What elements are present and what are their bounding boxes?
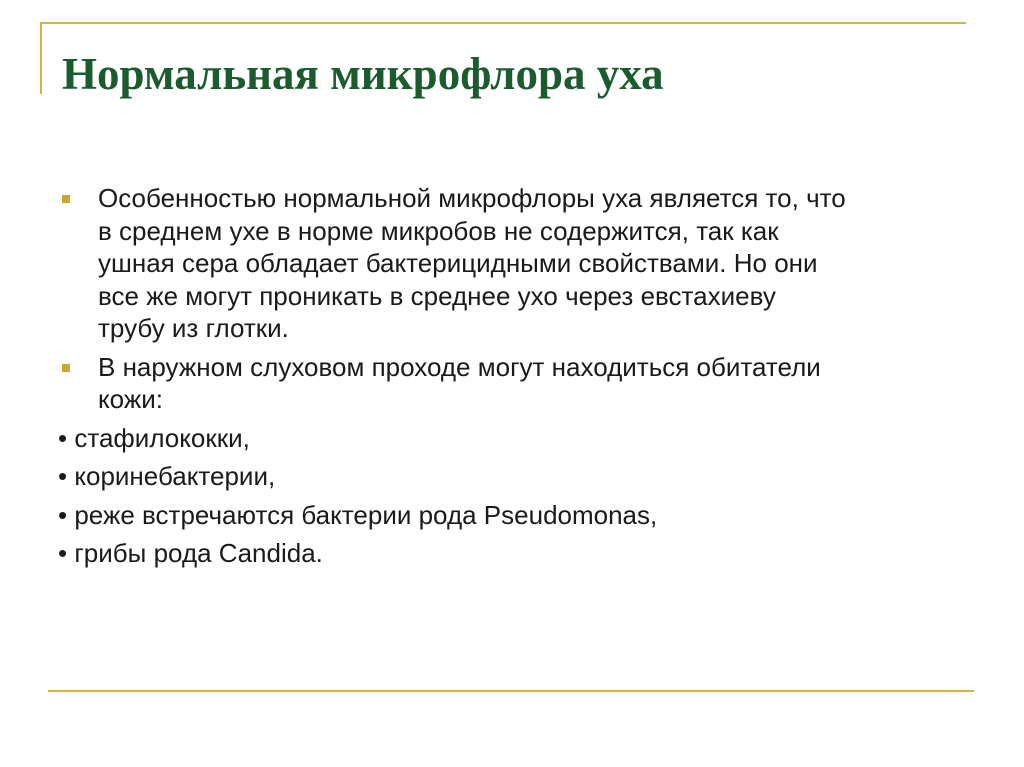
slide-content xyxy=(58,182,978,570)
square-bullet-icon xyxy=(62,195,70,203)
sub-list-item: • грибы рода Candida. xyxy=(58,538,323,568)
top-rule xyxy=(40,22,966,24)
bullet-line: в среднем ухе в норме микробов не содержится, так как xyxy=(98,215,779,246)
bullet-line: кожи: xyxy=(98,384,163,414)
bottom-rule xyxy=(48,690,974,692)
sub-list-item: • стафилококки, xyxy=(58,422,250,453)
sub-list-item: • коринебактерии, xyxy=(58,461,276,491)
sub-list-item: • реже встречаются бактерии рода Pseudomonas, xyxy=(58,499,658,530)
bullet-item xyxy=(58,351,978,416)
slide-title: Нормальная микрофлора уха xyxy=(62,49,664,99)
sub-list xyxy=(58,422,978,570)
left-rule xyxy=(40,22,42,94)
bullet-line: трубу из глотки. xyxy=(98,313,289,343)
bullet-line: ушная сера обладает бактерицидными свойствами. Но они xyxy=(98,248,818,278)
bullet-item xyxy=(58,182,978,345)
bullet-line: В наружном слуховом проходе могут находиться обитатели xyxy=(98,351,821,382)
bullet-line: Особенностью нормальной микрофлоры уха является то, что xyxy=(98,183,846,213)
bullet-line: все же могут проникать в среднее ухо через евстахиеву xyxy=(98,280,776,311)
square-bullet-icon xyxy=(62,364,70,372)
